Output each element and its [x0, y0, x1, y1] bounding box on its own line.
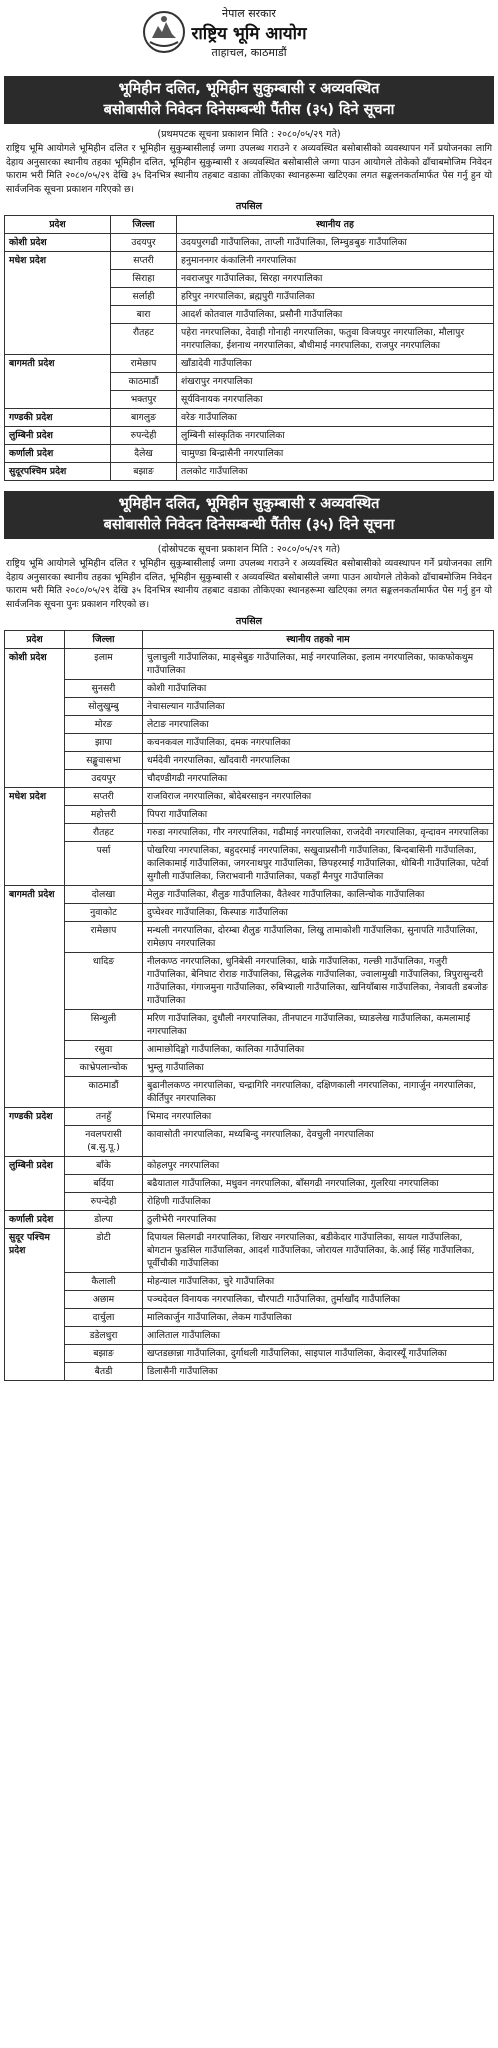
- local-level-cell: डिलासैनी गाउँपालिका: [143, 1363, 494, 1381]
- table-row: [5, 842, 494, 886]
- district-cell: दैलेख: [111, 445, 177, 463]
- district-cell: नुवाकोट: [65, 904, 143, 922]
- table-row: [5, 1157, 494, 1175]
- province-cell: बागमती प्रदेश: [5, 355, 111, 409]
- table-row: [5, 463, 494, 481]
- district-cell: सिराहा: [111, 270, 177, 288]
- district-cell: रुपन्देही: [65, 1193, 143, 1211]
- table-row: [5, 1345, 494, 1363]
- local-level-cell: कोहलपुर नगरपालिका: [143, 1157, 494, 1175]
- local-level-cell: पञ्चदेवल विनायक नगरपालिका, चौरपाटी गाउँपालिका, तुर्माखाँद गाउँपालिका: [143, 1291, 494, 1309]
- district-cell: सिन्धुली: [65, 1010, 143, 1041]
- government-emblem-icon: [142, 10, 186, 54]
- province-cell: कोशी प्रदेश: [5, 649, 65, 788]
- local-level-cell: दुप्चेश्वर गाउँपालिका, किस्पाङ गाउँपालिका: [143, 904, 494, 922]
- local-level-cell: खप्तडछान्ना गाउँपालिका, दुर्गाथली गाउँपालिका, साइपाल गाउँपालिका, केदारस्यूँ गाउँपालिका: [143, 1345, 494, 1363]
- district-cell: काठमाडौं: [65, 1077, 143, 1108]
- district-cell: अछाम: [65, 1291, 143, 1309]
- district-cell: डोटी: [65, 1229, 143, 1273]
- local-level-cell: खाँडादेवी गाउँपालिका: [177, 355, 494, 373]
- notice-1-pub-date: (प्रथमपटक सूचना प्रकाशन मिति : २०८०/०५/२९ गते): [157, 129, 341, 140]
- local-level-cell: सूर्यविनायक नगरपालिका: [177, 391, 494, 409]
- notice-2: [4, 491, 494, 1381]
- notice-1: [4, 76, 494, 481]
- district-cell: सुनसरी: [65, 680, 143, 698]
- district-cell: बर्दिया: [65, 1175, 143, 1193]
- province-cell: गण्डकी प्रदेश: [5, 409, 111, 427]
- table-row: [5, 1363, 494, 1381]
- notice-2-body: राष्ट्रिय भूमि आयोगले भूमिहीन दलित र भूमिहीन सुकुम्बासीलाई जग्गा उपलब्ध गराउने र अव्यवस्थित बसोबासीको व्यवस्थापन गर्ने प्रयोजनका लागि देहाय अनुसारका स्थानीय तहका भूमिहीन दलित, भूमिहीन सुकुम्बासी र अव्यवस्थित बसोबासीले जग्गा पाउन आयोगले तोकेको ढाँचाबमोजिम निवेदन फाराम भरी मिति २०८०/०५/२९ देखि ३५ दिनभित्र स्थानीय तहबाट वडाका तोकिएका स्थानहरूमा खटिएका लगत सङ्कलनकर्तामार्फत पेस गर्नु हुन यो सार्वजनिक सूचना पुनः प्रकाशन गरिएको छ।: [6, 558, 492, 610]
- district-cell: दार्चुला: [65, 1309, 143, 1327]
- local-level-cell: दिपायल सिलगढी नगरपालिका, शिखर नगरपालिका, बडीकेदार गाउँपालिका, सायल गाउँपालिका, बोगटान फुडसिल गाउँपालिका, आदर्श गाउँपालिका, जोरायल गाउँपालिका, के.आई सिंह गाउँपालिका, पूर्वीचौकी गाउँपालिका: [143, 1229, 494, 1273]
- local-level-cell: भिमाद नगरपालिका: [143, 1108, 494, 1126]
- local-level-cell: कचनकवल गाउँपालिका, दमक नगरपालिका: [143, 734, 494, 752]
- table-row: [5, 1108, 494, 1126]
- local-level-cell: मन्थली नगरपालिका, दोरम्बा शैलुङ गाउँपालिका, लिखु तामाकोशी गाउँपालिका, सुनापति गाउँपालिका, रामेछाप नगरपालिका: [143, 922, 494, 953]
- table-row: [5, 734, 494, 752]
- district-cell: उदयपुर: [111, 234, 177, 252]
- local-level-cell: पहेरा नगरपालिका, देवाही गोनाही नगरपालिका, फतुवा विजयपुर नगरपालिका, मौलापुर नगरपालिका, ईशनाथ नगरपालिका, बौधीमाई नगरपालिका, राजपुर नगरपालिका: [177, 324, 494, 355]
- notice-2-table: [4, 630, 494, 1381]
- table-row: [5, 953, 494, 1010]
- table-row: [5, 1193, 494, 1211]
- table-row: [5, 922, 494, 953]
- local-level-cell: गरुडा नगरपालिका, गौर नगरपालिका, गढीमाई नगरपालिका, राजदेवी नगरपालिका, वृन्दावन नगरपालिका: [143, 824, 494, 842]
- local-level-cell: चुलाचुली गाउँपालिका, माङ्सेबुङ गाउँपालिका, माई नगरपालिका, इलाम नगरपालिका, फाकफोकथुम गाउँपालिका: [143, 649, 494, 680]
- local-level-cell: नवराजपुर गाउँपालिका, सिरहा नगरपालिका: [177, 270, 494, 288]
- table-row: [5, 427, 494, 445]
- local-level-cell: शंखरापुर नगरपालिका: [177, 373, 494, 391]
- district-cell: बैतडी: [65, 1363, 143, 1381]
- table-row: [5, 886, 494, 904]
- table-header: स्थानीय तह: [177, 216, 494, 234]
- table-row: [5, 1126, 494, 1157]
- local-level-cell: चामुण्डा बिन्द्रासैनी नगरपालिका: [177, 445, 494, 463]
- local-level-cell: बढैयाताल गाउँपालिका, मधुवन नगरपालिका, बाँसगढी नगरपालिका, गुलरिया नगरपालिका: [143, 1175, 494, 1193]
- district-cell: दोलखा: [65, 886, 143, 904]
- table-row: [5, 1273, 494, 1291]
- province-cell: कर्णाली प्रदेश: [5, 1211, 65, 1229]
- table-row: [5, 1041, 494, 1059]
- district-cell: रुपन्देही: [111, 427, 177, 445]
- local-level-cell: नीलकण्ठ नगरपालिका, धुनिबेसी नगरपालिका, थाक्रे गाउँपालिका, गल्छी गाउँपालिका, गजुरी गाउँपालिका, बेनिघाट रोराङ गाउँपालिका, सिद्धलेक गाउँपालिका, ज्वालामुखी गाउँपालिका, त्रिपुरासुन्दरी गाउँपालिका, गंगाजमुना गाउँपालिका, रुबिभ्याली गाउँपालिका, खनियाँबास गाउँपालिका, नेत्रावती डबजोङ गाउँपालिका: [143, 953, 494, 1010]
- local-level-cell: मोहन्याल गाउँपालिका, चुरे गाउँपालिका: [143, 1273, 494, 1291]
- district-cell: भक्तपुर: [111, 391, 177, 409]
- table-row: [5, 649, 494, 680]
- government-name: नेपाल सरकार: [222, 7, 276, 20]
- table-row: [5, 752, 494, 770]
- local-level-cell: ठुलीभेरी नगरपालिका: [143, 1211, 494, 1229]
- district-cell: रसुवा: [65, 1041, 143, 1059]
- table-row: [5, 824, 494, 842]
- local-level-cell: लुम्बिनी सांस्कृतिक नगरपालिका: [177, 427, 494, 445]
- notice-page: [4, 0, 494, 1381]
- local-level-cell: चौदण्डीगढी नगरपालिका: [143, 770, 494, 788]
- province-cell: बागमती प्रदेश: [5, 886, 65, 1108]
- table-row: [5, 355, 494, 373]
- district-cell: इलाम: [65, 649, 143, 680]
- table-row: [5, 1175, 494, 1193]
- header: [4, 6, 494, 72]
- table-row: [5, 1059, 494, 1077]
- district-cell: बारा: [111, 306, 177, 324]
- district-cell: पर्सा: [65, 842, 143, 886]
- district-cell: सप्तरी: [65, 788, 143, 806]
- local-level-cell: पोखरिया नगरपालिका, बहुदरमाई नगरपालिका, सखुवाप्रसौनी गाउँपालिका, बिन्दबासिनी गाउँपालिका, कालिकामाई गाउँपालिका, जगरनाथपुर गाउँपालिका, छिपहरमाई गाउँपालिका, धोबिनी गाउँपालिका, पटेर्वा सुगौली गाउँपालिका, जिराभवानी गाउँपालिका, पकहाँ मैनपुर गाउँपालिका: [143, 842, 494, 886]
- table-row: [5, 1229, 494, 1273]
- notice-1-title: [4, 76, 494, 124]
- district-cell: सर्लाही: [111, 288, 177, 306]
- province-cell: लुम्बिनी प्रदेश: [5, 1157, 65, 1211]
- local-level-cell: वरेङ गाउँपालिका: [177, 409, 494, 427]
- local-level-cell: आलिताल गाउँपालिका: [143, 1327, 494, 1345]
- district-cell: डोल्पा: [65, 1211, 143, 1229]
- local-level-cell: धर्मदेवी नगरपालिका, खाँदवारी नगरपालिका: [143, 752, 494, 770]
- district-cell: मोरङ: [65, 716, 143, 734]
- notice-1-table-body: [5, 234, 494, 481]
- notice-1-title-line1: भूमिहीन दलित, भूमिहीन सुकुम्बासी र अव्यवस्थित: [118, 81, 380, 97]
- district-cell: बाँके: [65, 1157, 143, 1175]
- local-level-cell: मेलुङ गाउँपालिका, शैलुङ गाउँपालिका, वैतेश्वर गाउँपालिका, कालिन्चोक गाउँपालिका: [143, 886, 494, 904]
- notice-1-tapsil: तपसिल: [235, 201, 263, 212]
- district-cell: तनहुँ: [65, 1108, 143, 1126]
- table-row: [5, 445, 494, 463]
- local-level-cell: नेचासल्यान गाउँपालिका: [143, 698, 494, 716]
- notice-1-body: राष्ट्रिय भूमि आयोगले भूमिहीन दलित र भूमिहीन सुकुम्बासीलाई जग्गा उपलब्ध गराउने र अव्यवस्थित बसोबासीको व्यवस्थापन गर्ने प्रयोजनका लागि देहाय अनुसारका स्थानीय तहका भूमिहीन दलित, भूमिहीन सुकुम्बासी र अव्यवस्थित बसोबासीले जग्गा पाउन आयोगले तोकेको ढाँचाबमोजिम निवेदन फाराम भरी मिति २०८०/०५/२९ देखि ३५ दिनभित्र स्थानीय तहबाट वडाका तोकिएका स्थानहरूमा खटिएका लगत सङ्कलनकर्तामार्फत पेस गर्नु हुन यो सार्वजनिक सूचना प्रकाशन गरिएको छ।: [6, 143, 492, 195]
- district-cell: बझाङ: [65, 1345, 143, 1363]
- table-header: प्रदेश: [5, 631, 65, 649]
- table-row: [5, 698, 494, 716]
- local-level-cell: भुम्लु गाउँपालिका: [143, 1059, 494, 1077]
- province-cell: मधेश प्रदेश: [5, 252, 111, 355]
- district-cell: रौतहट: [65, 824, 143, 842]
- district-cell: रौतहट: [111, 324, 177, 355]
- district-cell: झापा: [65, 734, 143, 752]
- table-row: [5, 234, 494, 252]
- notice-1-table: [4, 215, 494, 481]
- local-level-cell: उदयपुरगढी गाउँपालिका, ताप्ली गाउँपालिका, लिम्चुङबुङ गाउँपालिका: [177, 234, 494, 252]
- table-row: [5, 1211, 494, 1229]
- local-level-cell: आमाछोदिङ्मो गाउँपालिका, कालिका गाउँपालिका: [143, 1041, 494, 1059]
- local-level-cell: कावासोती नगरपालिका, मध्यबिन्दु नगरपालिका, देवचुली नगरपालिका: [143, 1126, 494, 1157]
- table-row: [5, 904, 494, 922]
- district-cell: नवलपरासी (ब.सु.पू.): [65, 1126, 143, 1157]
- province-cell: सुदूरपश्चिम प्रदेश: [5, 463, 111, 481]
- table-row: [5, 770, 494, 788]
- notice-2-pub-date: (दोस्रोपटक सूचना प्रकाशन मिति : २०८०/०५/२९ गते): [157, 544, 341, 555]
- province-cell: कर्णाली प्रदेश: [5, 445, 111, 463]
- table-header: प्रदेश: [5, 216, 111, 234]
- province-cell: गण्डकी प्रदेश: [5, 1108, 65, 1157]
- local-level-cell: मालिकार्जुन गाउँपालिका, लेकम गाउँपालिका: [143, 1309, 494, 1327]
- table-row: [5, 1291, 494, 1309]
- table-row: [5, 806, 494, 824]
- province-cell: लुम्बिनी प्रदेश: [5, 427, 111, 445]
- district-cell: बझाङ: [111, 463, 177, 481]
- district-cell: काठमाडौं: [111, 373, 177, 391]
- table-row: [5, 252, 494, 270]
- table-header: जिल्ला: [111, 216, 177, 234]
- notice-2-title-line1: भूमिहीन दलित, भूमिहीन सुकुम्बासी र अव्यवस्थित: [118, 496, 380, 512]
- local-level-cell: पिपरा गाउँपालिका: [143, 806, 494, 824]
- table-header: स्थानीय तहको नाम: [143, 631, 494, 649]
- notice-2-table-body: [5, 649, 494, 1381]
- table-row: [5, 1077, 494, 1108]
- table-row: [5, 1327, 494, 1345]
- district-cell: बागलुङ: [111, 409, 177, 427]
- local-level-cell: रोहिणी गाउँपालिका: [143, 1193, 494, 1211]
- district-cell: डडेलधुरा: [65, 1327, 143, 1345]
- table-row: [5, 1010, 494, 1041]
- district-cell: सप्तरी: [111, 252, 177, 270]
- district-cell: उदयपुर: [65, 770, 143, 788]
- notice-2-title-line2: बसोबासीले निवेदन दिनेसम्बन्धी पैंतीस (३५) दिने सूचना: [103, 517, 395, 533]
- province-cell: कोशी प्रदेश: [5, 234, 111, 252]
- notice-1-title-line2: बसोबासीले निवेदन दिनेसम्बन्धी पैंतीस (३५) दिने सूचना: [103, 102, 395, 118]
- local-level-cell: कोशी गाउँपालिका: [143, 680, 494, 698]
- local-level-cell: हनुमाननगर कंकालिनी नगरपालिका: [177, 252, 494, 270]
- commission-name: राष्ट्रिय भूमि आयोग: [191, 24, 307, 44]
- local-level-cell: मरिण गाउँपालिका, दुधौली नगरपालिका, तीनपाटन गाउँपालिका, घ्याङलेख गाउँपालिका, कमलामाई नगरपालिका: [143, 1010, 494, 1041]
- local-level-cell: राजविराज नगरपालिका, बोदेबरसाइन नगरपालिका: [143, 788, 494, 806]
- notice-2-title: [4, 491, 494, 539]
- district-cell: सोलुखुम्बु: [65, 698, 143, 716]
- district-cell: महोत्तरी: [65, 806, 143, 824]
- province-cell: मधेश प्रदेश: [5, 788, 65, 886]
- table-header: जिल्ला: [65, 631, 143, 649]
- district-cell: कैलाली: [65, 1273, 143, 1291]
- table-row: [5, 409, 494, 427]
- district-cell: धादिङ: [65, 953, 143, 1010]
- table-row: [5, 716, 494, 734]
- notice-2-tapsil: तपसिल: [235, 616, 263, 627]
- table-row: [5, 788, 494, 806]
- local-level-cell: तलकोट गाउँपालिका: [177, 463, 494, 481]
- local-level-cell: आदर्श कोतवाल गाउँपालिका, प्रसौनी गाउँपालिका: [177, 306, 494, 324]
- commission-address: ताहाचल, काठमाडौं: [211, 46, 287, 59]
- table-row: [5, 1309, 494, 1327]
- district-cell: काभ्रेपलान्चोक: [65, 1059, 143, 1077]
- local-level-cell: लेटाङ नगरपालिका: [143, 716, 494, 734]
- local-level-cell: हरिपुर नगरपालिका, ब्रह्मपुरी गाउँपालिका: [177, 288, 494, 306]
- province-cell: सुदूर पश्चिम प्रदेश: [5, 1229, 65, 1381]
- local-level-cell: बुढानीलकण्ठ नगरपालिका, चन्द्रागिरि नगरपालिका, दक्षिणकाली नगरपालिका, नागार्जुन नगरपालिका, कीर्तिपुर नगरपालिका: [143, 1077, 494, 1108]
- table-row: [5, 680, 494, 698]
- district-cell: सङ्खुवासभा: [65, 752, 143, 770]
- district-cell: रामेछाप: [111, 355, 177, 373]
- district-cell: रामेछाप: [65, 922, 143, 953]
